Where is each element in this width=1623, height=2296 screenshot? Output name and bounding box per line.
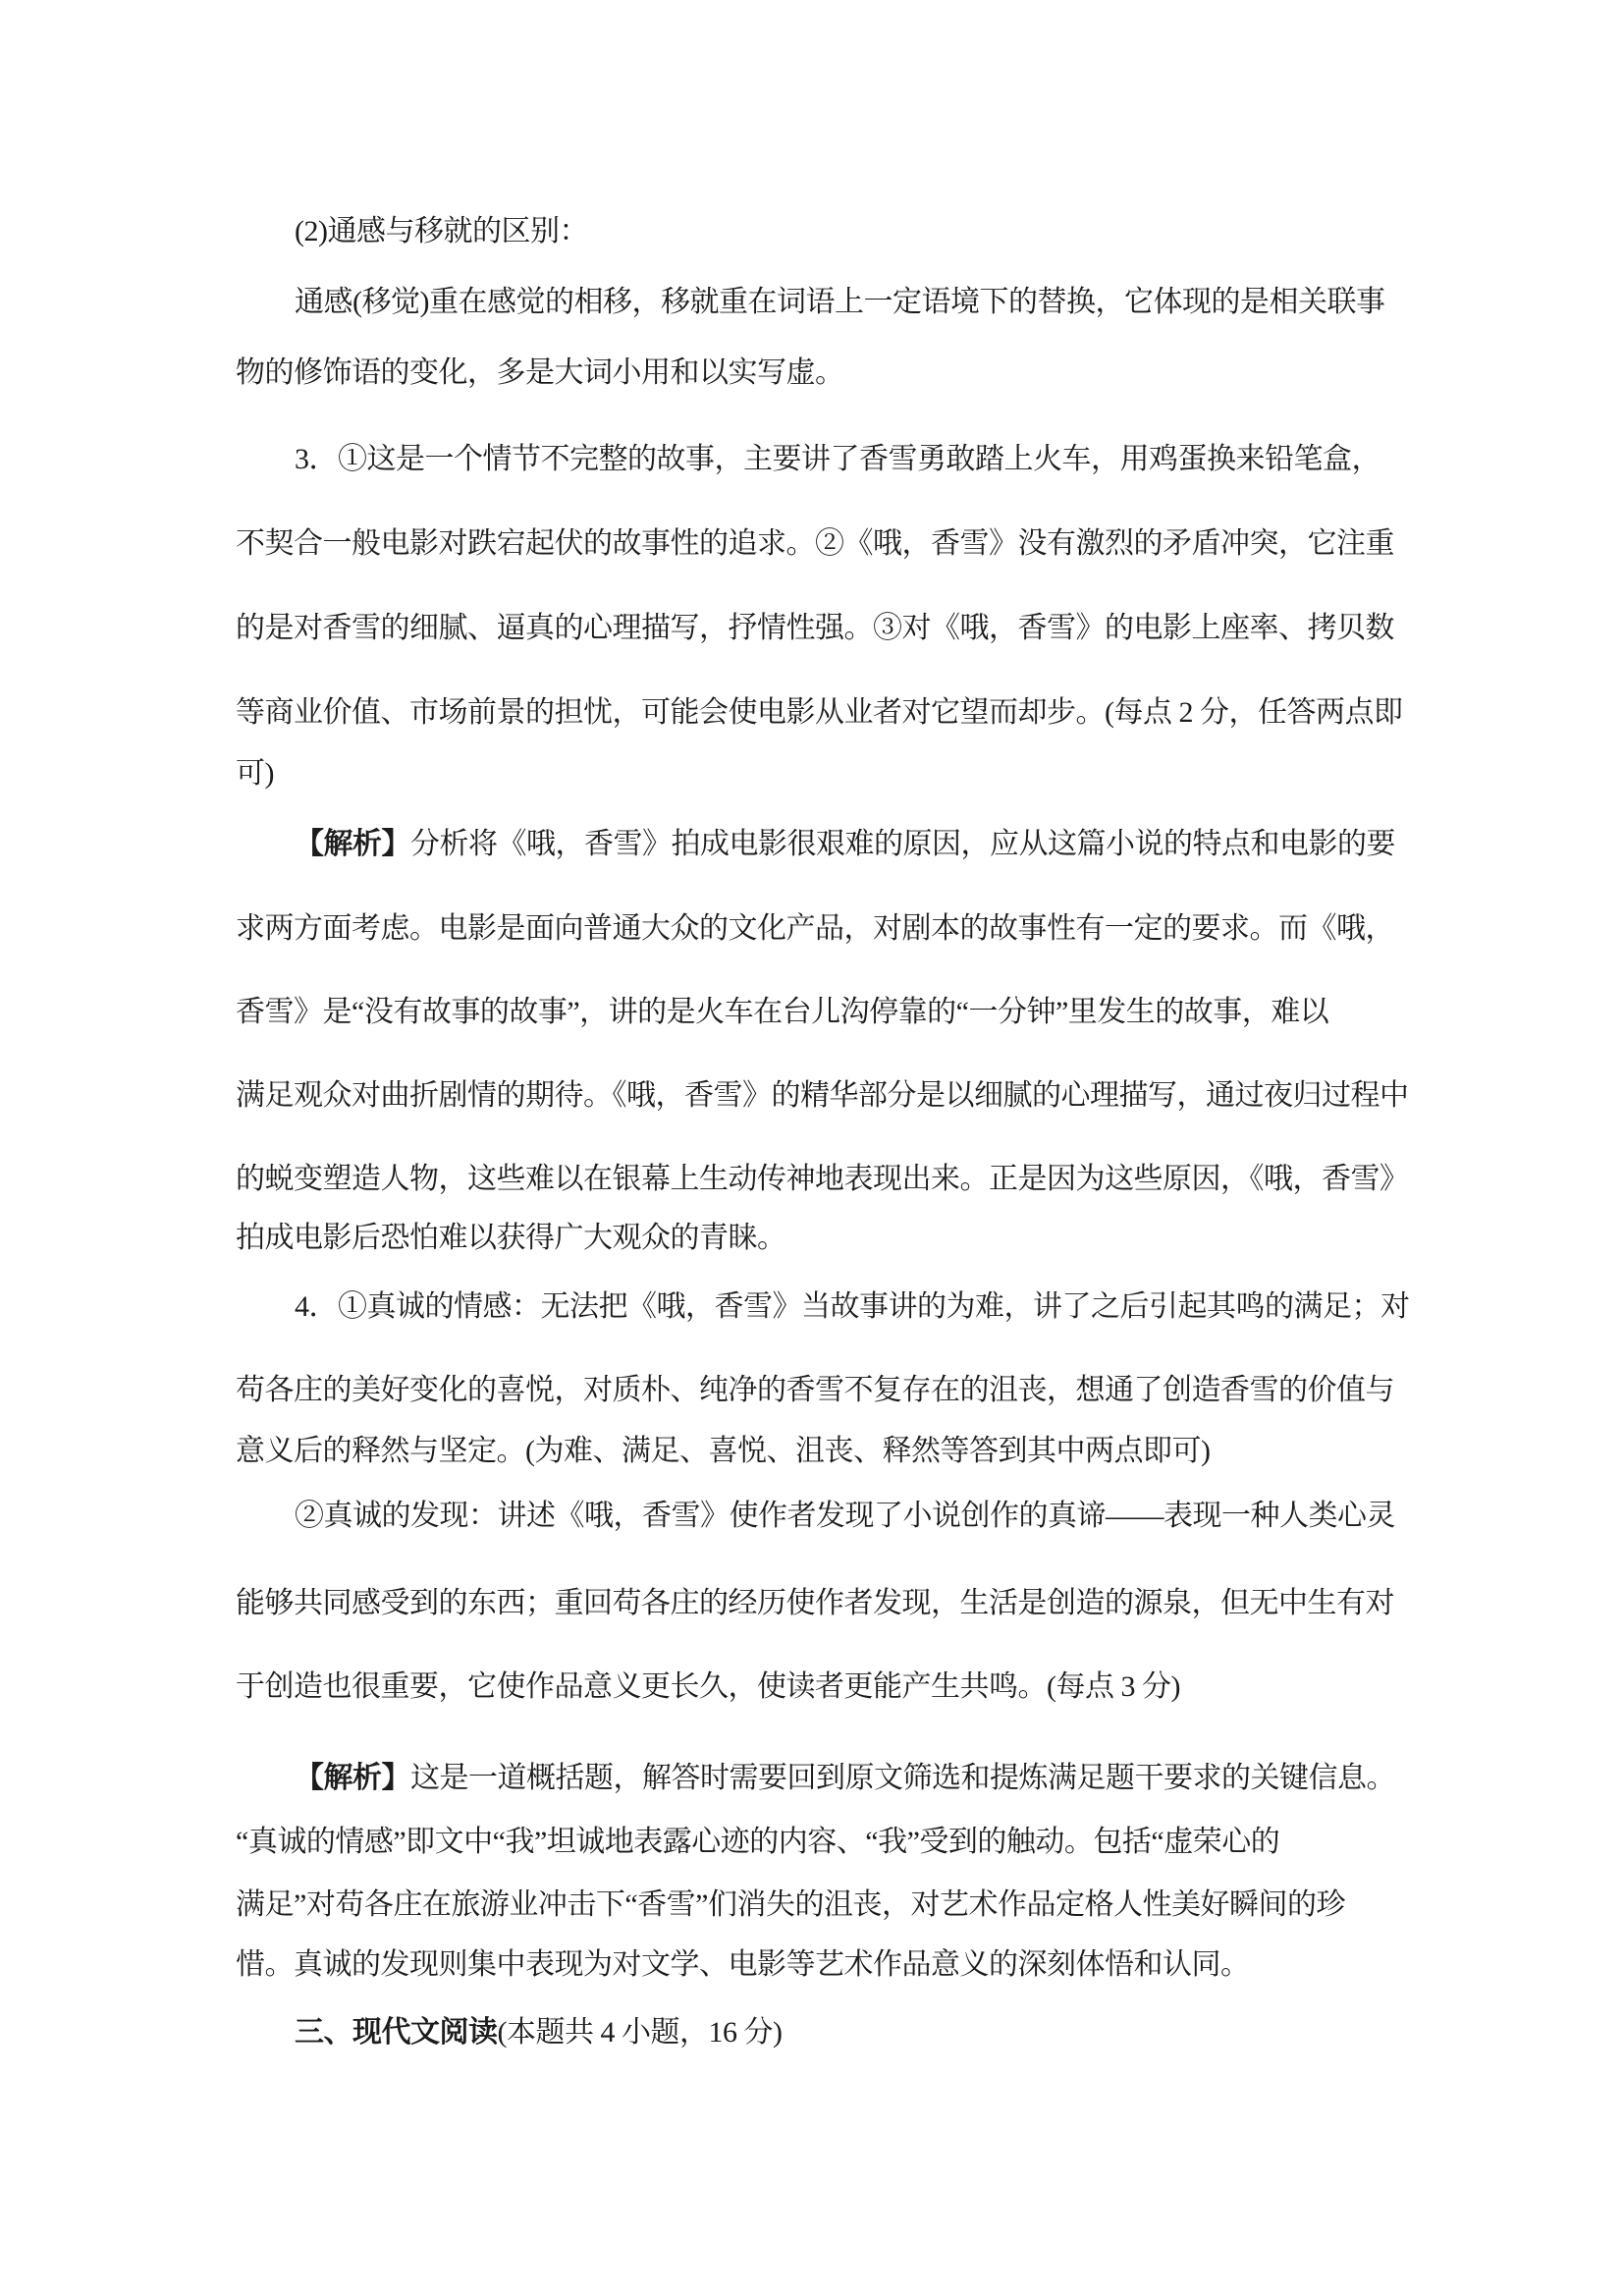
section-heading-label: 三、现代文阅读 (295, 2016, 498, 2049)
line-text: 不契合一般电影对跌宕起伏的故事性的追求。②《哦，香雪》没有激烈的矛盾冲突，它注重 (236, 527, 1394, 560)
line-text: 惜。真诚的发现则集中表现为对文学、电影等艺术作品意义的深刻体悟和认同。 (236, 1948, 1250, 1981)
line-text: 香雪》是“没有故事的故事”，讲的是火车在台儿沟停靠的“一分钟”里发生的故事，难以 (236, 996, 1329, 1028)
text-line (236, 756, 1473, 792)
line-text: ②真诚的发现：讲述《哦，香雪》使作者发现了小说创作的真谛——表现一种人类心灵 (295, 1500, 1395, 1532)
line-text: (2)通感与移就的区别： (295, 215, 588, 247)
line-text: 等商业价值、市场前景的担忧，可能会使电影从业者对它望而却步。(每点 2 分，任答两点即 (236, 696, 1403, 729)
text-line (295, 1499, 1532, 1534)
analysis-label: 【解析】 (295, 828, 410, 860)
text-line (236, 355, 1473, 391)
analysis-label: 【解析】 (295, 1762, 410, 1794)
line-text: 能够共同感受到的东西；重回苟各庄的经历使作者发现，生活是创造的源泉，但无中生有对 (236, 1587, 1394, 1619)
text-line-analysis-header (295, 827, 1532, 862)
line-text: (本题共 4 小题，16 分) (497, 2016, 783, 2049)
text-line (236, 995, 1473, 1030)
text-line (236, 1586, 1473, 1621)
line-text: 于创造也很重要，它使作品意义更长久，使读者更能产生共鸣。(每点 3 分) (236, 1670, 1180, 1703)
text-line (236, 1887, 1473, 1923)
line-text: 分析将《哦，香雪》拍成电影很艰难的原因，应从这篇小说的特点和电影的要 (410, 828, 1395, 860)
text-line (236, 611, 1473, 646)
line-text: 这是一道概括题，解答时需要回到原文筛选和提炼满足题干要求的关键信息。 (410, 1762, 1395, 1794)
text-line (236, 1947, 1473, 1983)
line-text: 4．①真诚的情感：无法把《哦，香雪》当故事讲的为难，讲了之后引起其鸣的满足；对 (295, 1290, 1410, 1323)
line-text: 物的修饰语的变化，多是大词小用和以实写虚。 (236, 356, 844, 389)
text-line (236, 1221, 1473, 1256)
line-text: 满足”对苟各庄在旅游业冲击下“香雪”们消失的沮丧，对艺术作品定格人性美好瞬间的珍 (236, 1888, 1345, 1921)
text-line-analysis-header (295, 1761, 1532, 1796)
line-text: 通感(移觉)重在感觉的相移，移就重在词语上一定语境下的替换，它体现的是相关联事 (295, 286, 1385, 318)
line-text: “真诚的情感”即文中“我”坦诚地表露心迹的内容、“我”受到的触动。包括“虚荣心的 (236, 1826, 1280, 1858)
text-line (295, 214, 1532, 249)
text-line (236, 1825, 1473, 1860)
text-line (236, 526, 1473, 562)
line-text: 3．①这是一个情节不完整的故事，主要讲了香雪勇敢踏上火车，用鸡蛋换来铅笔盒， (295, 443, 1380, 475)
line-text: 求两方面考虑。电影是面向普通大众的文化产品，对剧本的故事性有一定的要求。而《哦， (236, 912, 1394, 945)
text-line (236, 1434, 1473, 1469)
text-line (236, 1669, 1473, 1705)
line-text: 意义后的释然与坚定。(为难、满足、喜悦、沮丧、释然等答到其中两点即可) (236, 1435, 1211, 1467)
line-text: 的蜕变塑造人物，这些难以在银幕上生动传神地表现出来。正是因为这些原因，《哦，香雪》 (236, 1163, 1409, 1195)
line-text: 拍成电影后恐怕难以获得广大观众的青睐。 (236, 1222, 786, 1254)
section-heading (295, 2015, 1532, 2050)
line-text: 的是对香雪的细腻、逼真的心理描写，抒情性强。③对《哦，香雪》的电影上座率、拷贝数 (236, 612, 1394, 644)
text-line (236, 1373, 1473, 1408)
line-text: 满足观众对曲折剧情的期待。《哦，香雪》的精华部分是以细腻的心理描写，通过夜归过程中 (236, 1079, 1409, 1112)
text-line (236, 695, 1473, 731)
text-line (236, 1078, 1473, 1114)
text-line (295, 1289, 1532, 1325)
text-line (295, 285, 1532, 320)
text-line (295, 442, 1532, 477)
text-line (236, 911, 1473, 947)
line-text: 可) (236, 757, 274, 790)
text-line (236, 1162, 1473, 1197)
line-text: 苟各庄的美好变化的喜悦，对质朴、纯净的香雪不复存在的沮丧，想通了创造香雪的价值与 (236, 1374, 1394, 1406)
